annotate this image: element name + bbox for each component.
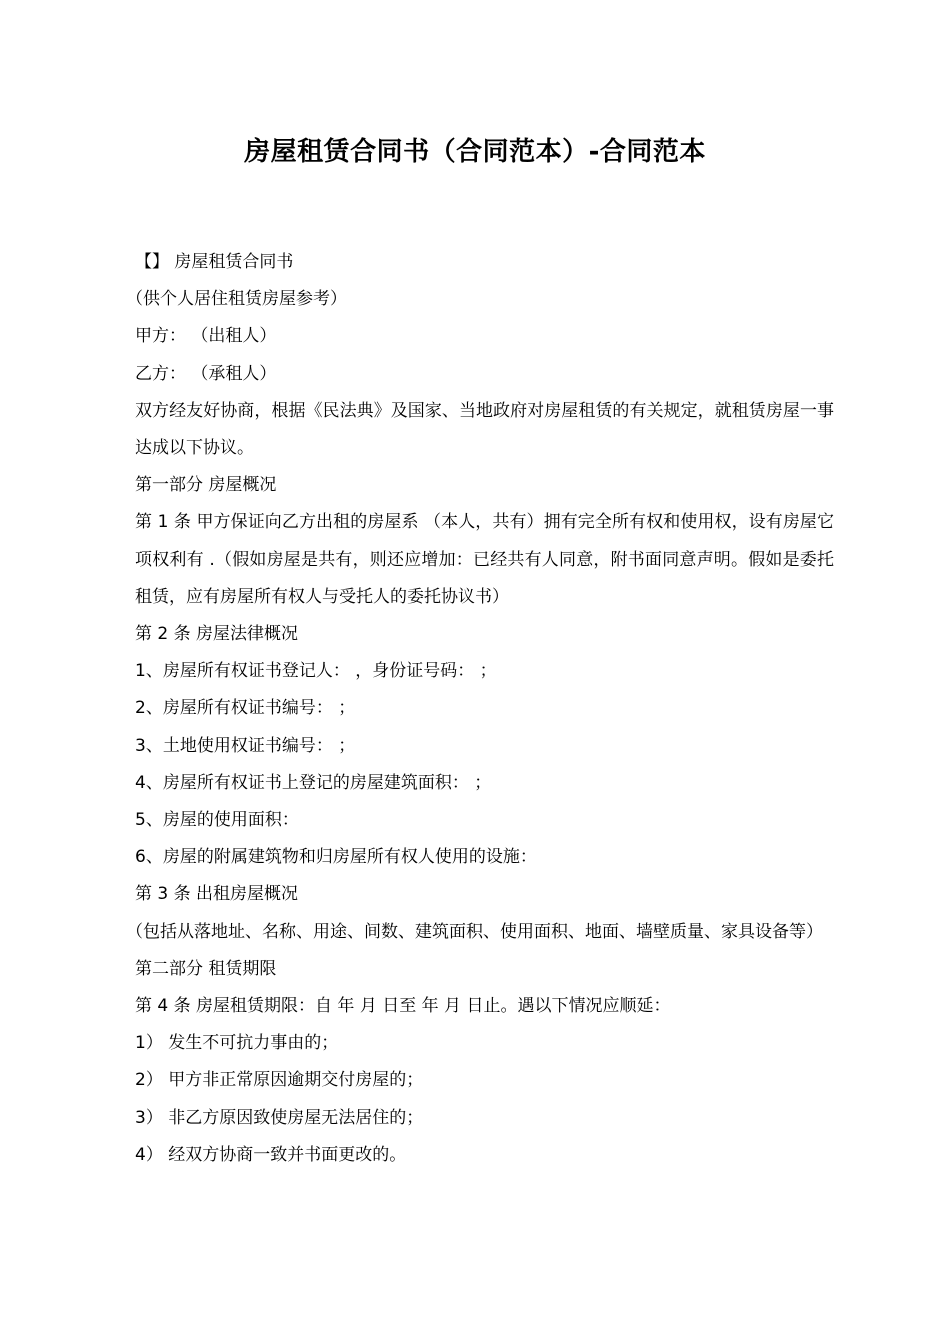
- contract-heading-line: 【】 房屋租赁合同书: [135, 252, 294, 272]
- list-item: 2） 甲方非正常原因逾期交付房屋的；: [135, 1070, 424, 1091]
- article-4-paragraph: 第 4 条 房屋租赁期限：自 年 月 日至 年 月 日止。遇以下情况应顺延：: [135, 996, 671, 1017]
- preamble-paragraph: 双方经友好协商，根据《民法典》及国家、当地政府对房屋租赁的有关规定，就租赁房屋一事达成以下协议。: [135, 400, 834, 459]
- article-2-heading: 第 2 条 房屋法律概况: [135, 624, 299, 645]
- list-item: 1、房屋所有权证书登记人： ，身份证号码： ；: [135, 661, 497, 682]
- list-item: 3、土地使用权证书编号： ；: [135, 735, 356, 756]
- list-item: 1） 发生不可抗力事由的；: [135, 1033, 339, 1054]
- part-one-heading: 第一部分 房屋概况: [135, 475, 277, 496]
- document-title: 房屋租赁合同书（合同范本）-合同范本: [244, 137, 706, 167]
- usage-note: （供个人居住租赁房屋参考）: [126, 289, 347, 310]
- document-body: [116, 244, 834, 1174]
- party-b-line: 乙方： （承租人）: [135, 363, 277, 384]
- article-3-note: （包括从落地址、名称、用途、间数、建筑面积、使用面积、地面、墙壁质量、家具设备等）: [126, 921, 823, 942]
- list-item: 5、房屋的使用面积：: [135, 810, 299, 831]
- list-item: 4） 经双方协商一致并书面更改的。: [135, 1144, 407, 1165]
- party-a-line: 甲方： （出租人）: [135, 326, 277, 347]
- part-two-heading: 第二部分 租赁期限: [135, 958, 277, 979]
- article-3-heading: 第 3 条 出租房屋概况: [135, 884, 299, 905]
- list-item: 6、房屋的附属建筑物和归房屋所有权人使用的设施：: [135, 847, 537, 868]
- list-item: 4、房屋所有权证书上登记的房屋建筑面积： ；: [135, 772, 492, 793]
- list-item: 3） 非乙方原因致使房屋无法居住的；: [135, 1107, 424, 1128]
- article-1-paragraph: 第 1 条 甲方保证向乙方出租的房屋系 （本人，共有）拥有完全所有权和使用权，设有房屋它项权利有 .（假如房屋是共有，则还应增加：已经共有人同意，附书面同意声明。假如是委托租赁，应有房屋所有权人与受托人的委托协议书）: [135, 512, 834, 607]
- list-item: 2、房屋所有权证书编号： ；: [135, 698, 356, 719]
